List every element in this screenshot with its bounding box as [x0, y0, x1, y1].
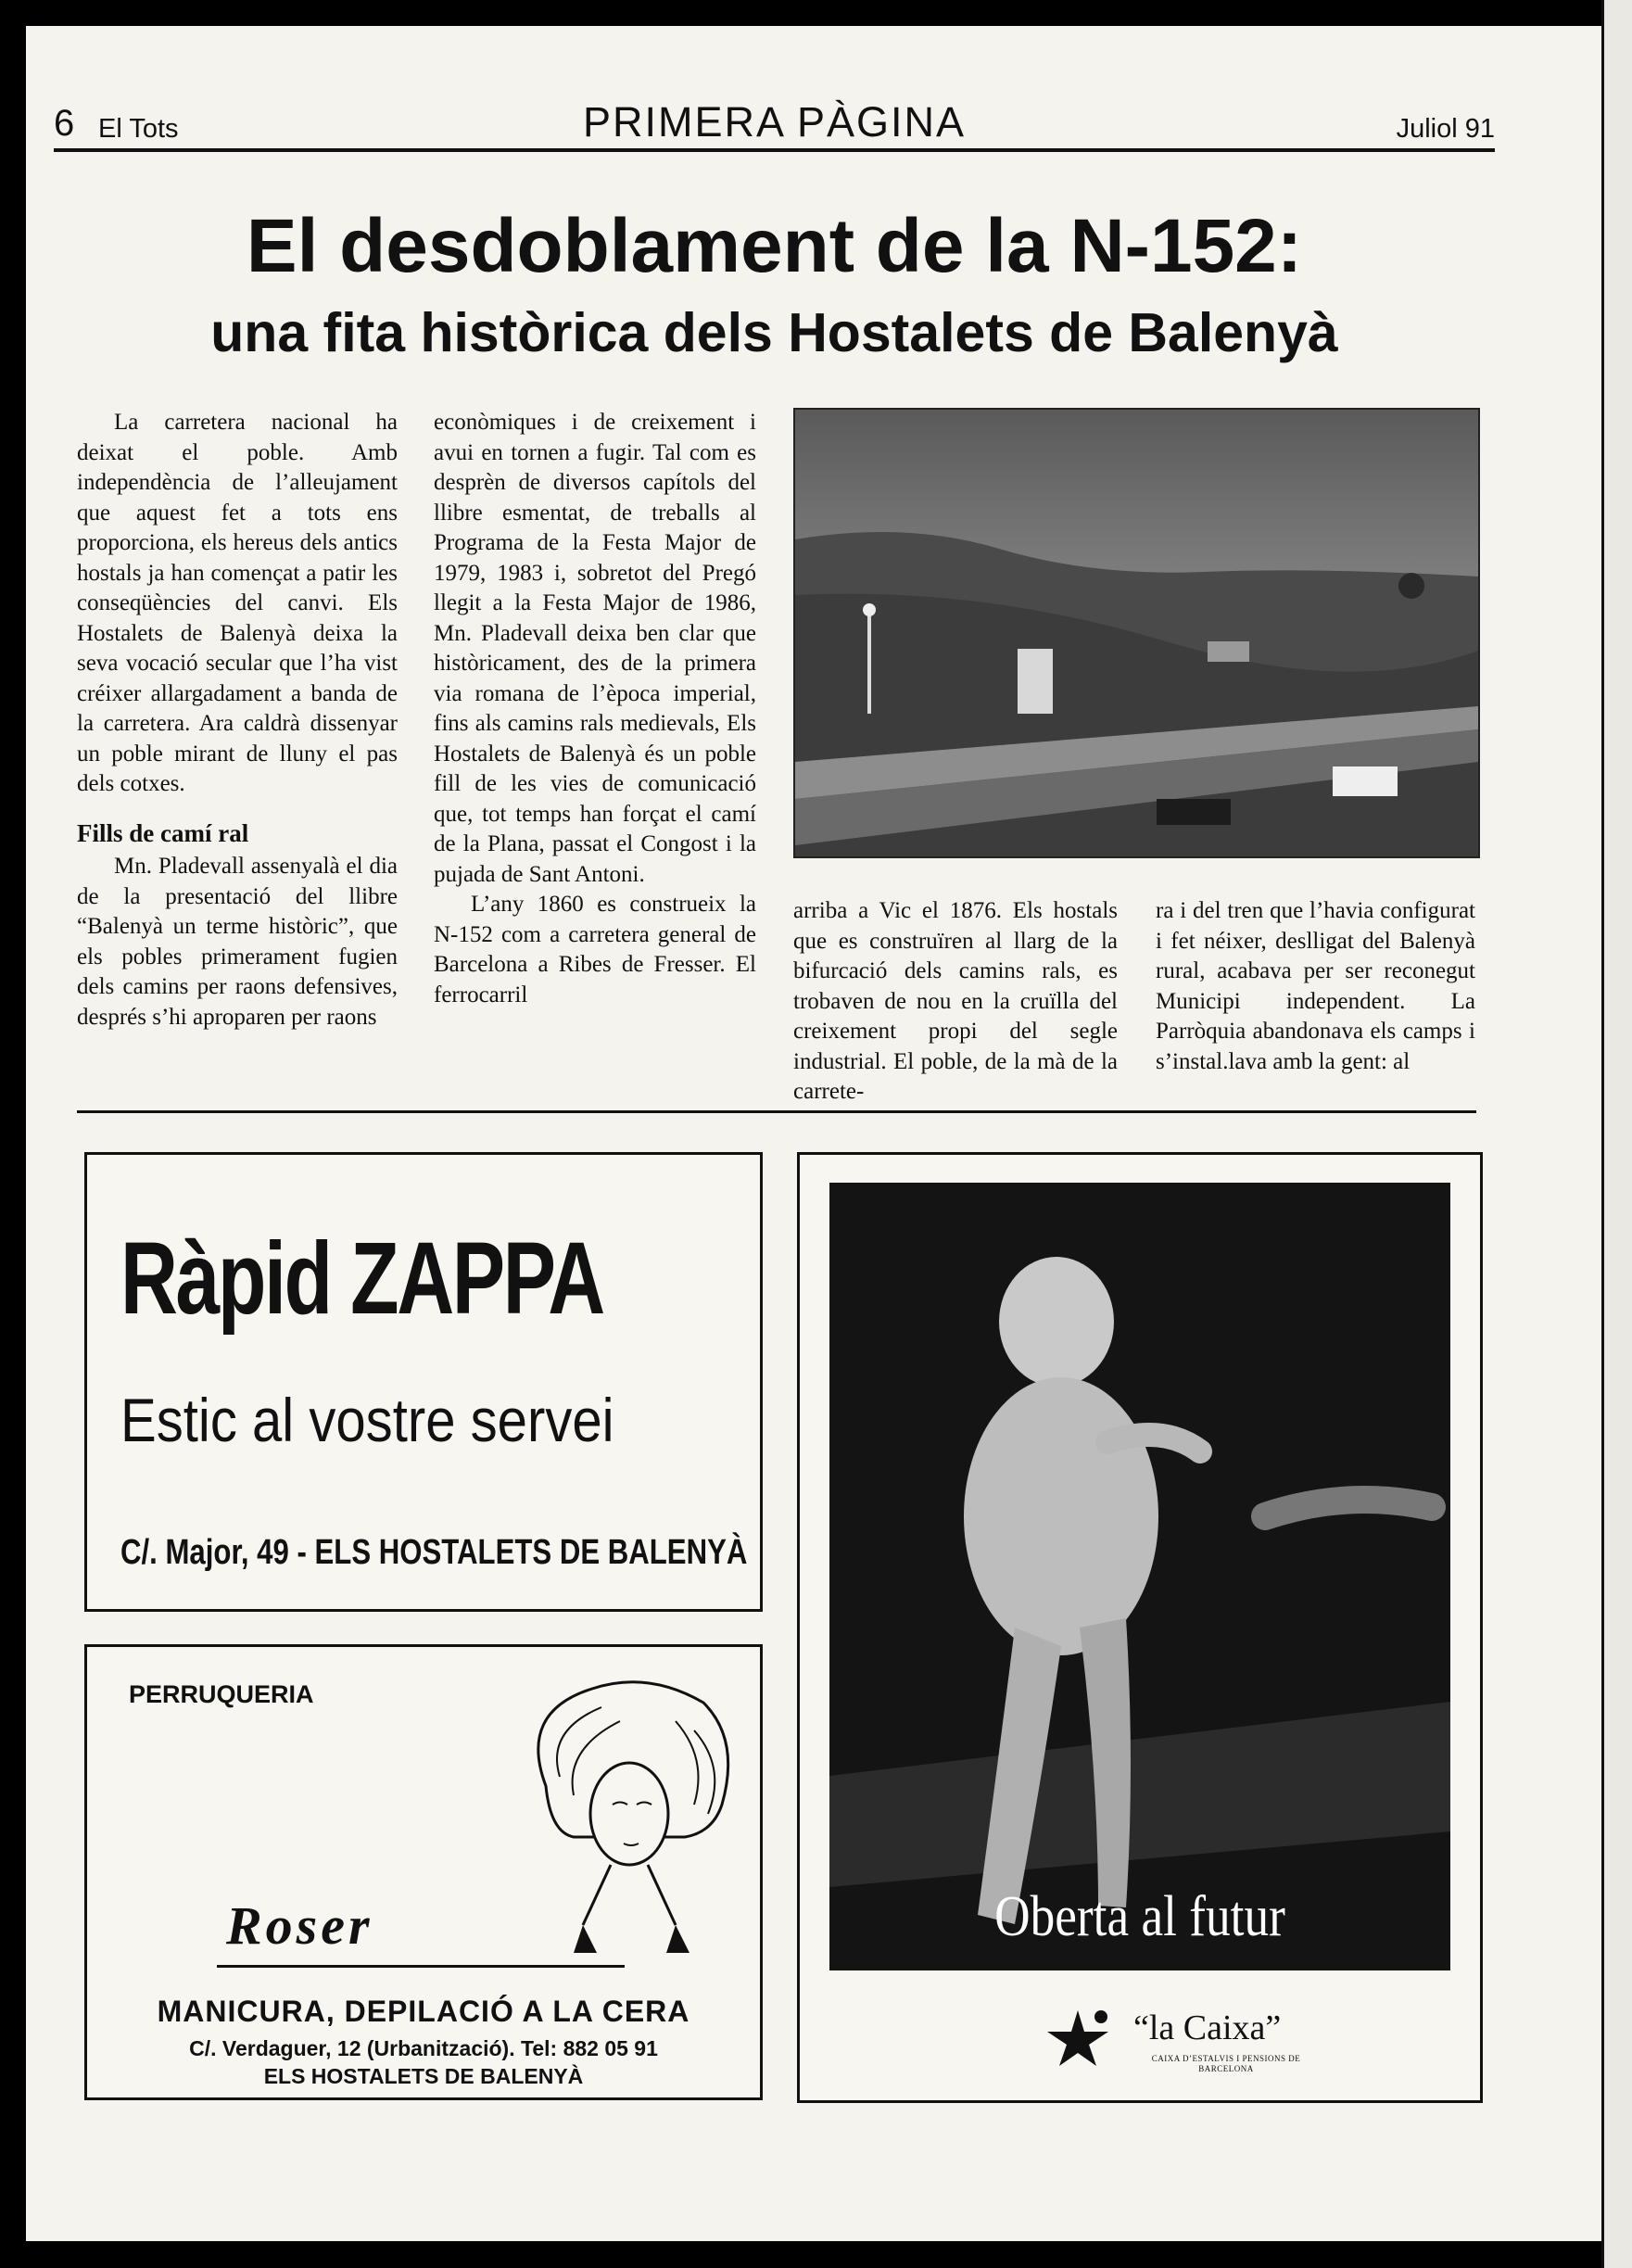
ad-address: C/. Verdaguer, 12 (Urbanització). Tel: 882 05 91 — [189, 2036, 658, 2060]
ad-title: Ràpid ZAPPA — [120, 1222, 603, 1336]
ad-brand-subline: CAIXA D’ESTALVIS I PENSIONS DE BARCELONA — [1151, 2054, 1301, 2073]
paragraph: arriba a Vic el 1876. Els hostals que es construïren al llarg de la bifurcació dels camins rals, es trobaven de nou en la cruïlla del creixement propi del segle industrial. El poble, de la mà de la carrete- — [793, 898, 1118, 1104]
baby-photo — [829, 1183, 1450, 1970]
paragraph: L’any 1860 es construeix la N-152 com a carretera general de Barcelona a Ribes de Fresser. El ferrocarril — [434, 892, 756, 1007]
ad-brand-name: Roser — [226, 1895, 373, 1956]
ad-tagline: Estic al vostre servei — [120, 1386, 614, 1454]
ad-business-type: PERRUQUERIA — [129, 1680, 314, 1708]
ad-brand-name: “la Caixa” — [1133, 2008, 1282, 2047]
ad-services: MANICURA, DEPILACIÓ A LA CERA — [157, 1995, 690, 2028]
page-header — [54, 93, 1495, 152]
page-number: 6 — [54, 103, 75, 144]
paragraph: Mn. Pladevall assenyalà el dia de la presentació del llibre “Balenyà un terme històric”, que els pobles primerament fugien dels camins per raons defensives, després s’hi aproparen per raons — [77, 854, 398, 1030]
divider — [217, 1965, 625, 1968]
article-column-2 — [434, 408, 756, 1010]
paragraph: ra i del tren que l’havia configurat i fet néixer, deslligat del Balenyà rural, acabava per ser reconegut Municipi independent. La Parròquia abandonava els camps i s’instal.lava amb la gent: al — [1156, 898, 1475, 1074]
ad-town: ELS HOSTALETS DE BALENYÀ — [263, 2064, 584, 2088]
article-end-rule — [77, 1110, 1476, 1113]
article-subhead: Fills de camí ral — [77, 818, 249, 847]
section-title: PRIMERA PÀGINA — [582, 98, 967, 146]
ad-la-caixa — [797, 1152, 1483, 2103]
ad-slogan: Oberta al futur — [994, 1885, 1285, 1948]
paragraph: La carretera nacional ha deixat el poble. Amb independència de l’alleujament que aquest fet a tots ens proporciona, els hereus dels antics hostals ja han començat a patir les conseqüències del canvi. Els Hostalets de Balenyà deixa la seva vocació secular que l’ha vist créixer allargadament a banda de la carretera. Ara caldrà dissenyar un poble mirant de lluny el pas dels cotxes. — [77, 410, 398, 796]
ad-perruqueria-roser — [84, 1644, 763, 2100]
road-photo — [793, 408, 1480, 858]
headline: El desdoblament de la N-152: — [246, 204, 1303, 288]
article-column-4 — [1156, 896, 1475, 1077]
subheadline: una fita històrica dels Hostalets de Balenyà — [210, 302, 1338, 363]
article-column-3 — [793, 896, 1118, 1108]
article-column-1 — [77, 408, 398, 1033]
issue-date: Juliol 91 — [1396, 114, 1495, 144]
star-logo-icon — [1036, 2006, 1120, 2071]
paragraph: econòmiques i de creixement i avui en tornen a fugir. Tal com es desprèn de diversos capítols del llibre esmentat, de treballs al Programa de la Festa Major de 1979, 1983 i, sobretot del Pregó llegit a la Festa Major de 1986, Mn. Pladevall deixa ben clar que històricament, des de la primera via romana de l’època imperial, fins als camins rals medievals, Els Hostalets de Balenyà és un poble fill de les vies de comunicació que, tot temps han forçat el camí de la Plana, passat el Congost i la pujada de Sant Antoni. — [434, 410, 756, 887]
woman-face-illustration — [509, 1675, 740, 1953]
ad-rapid-zappa — [84, 1152, 763, 1612]
ad-address: C/. Major, 49 - ELS HOSTALETS DE BALENYÀ — [120, 1533, 748, 1572]
publication-name: El Tots — [98, 114, 179, 144]
page-edge — [1601, 0, 1632, 2268]
